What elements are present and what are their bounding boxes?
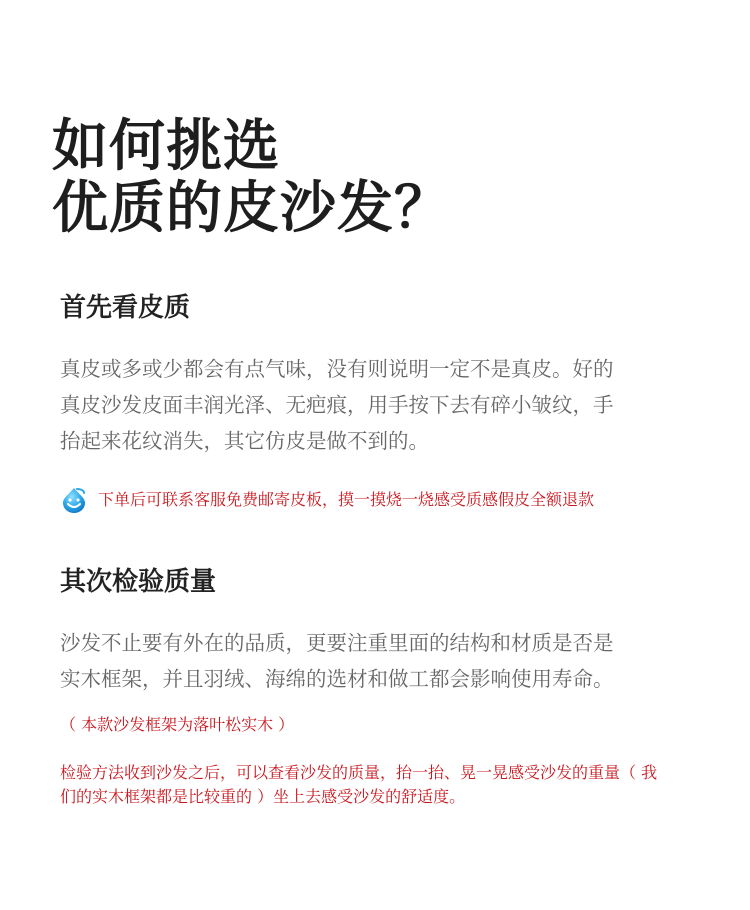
page-title bbox=[52, 116, 451, 240]
method-line: 们的实木框架都是比较重的 ）坐上去感受沙发的舒适度。 bbox=[60, 787, 466, 806]
body-line: 实木框架，并且羽绒、海绵的选材和做工都会影响使用寿命。 bbox=[60, 667, 614, 691]
body-line: 真皮沙发皮面丰润光泽、无疤痕，用手按下去有碎小皱纹，手 bbox=[60, 393, 614, 417]
body-line: 抬起来花纹消失，其它仿皮是做不到的。 bbox=[60, 429, 429, 453]
section-heading-quality: 其次检验质量 bbox=[60, 567, 217, 597]
body-line: 沙发不止要有外在的品质，更要注重里面的结构和材质是否是 bbox=[60, 631, 614, 655]
inspection-method-note bbox=[60, 761, 657, 809]
section-body-quality bbox=[60, 625, 700, 697]
section-heading-leather: 首先看皮质 bbox=[60, 293, 191, 323]
frame-material-note: （ 本款沙发框架为落叶松实木 ） bbox=[60, 715, 295, 734]
smile-drop-icon bbox=[60, 486, 88, 514]
page-title-line-1: 如何挑选 bbox=[52, 114, 280, 179]
note-text: 下单后可联系客服免费邮寄皮板，摸一摸烧一烧感受质感假皮全额退款 bbox=[98, 490, 595, 509]
section-body-leather bbox=[60, 351, 700, 459]
page-title-line-2: 优质的皮沙发？ bbox=[52, 176, 451, 241]
leather-sample-note bbox=[60, 485, 594, 515]
body-line: 真皮或多或少都会有点气味，没有则说明一定不是真皮。好的 bbox=[60, 357, 614, 381]
method-line: 检验方法收到沙发之后，可以查看沙发的质量，抬一抬、晃一晃感受沙发的重量（ 我 bbox=[60, 763, 658, 782]
